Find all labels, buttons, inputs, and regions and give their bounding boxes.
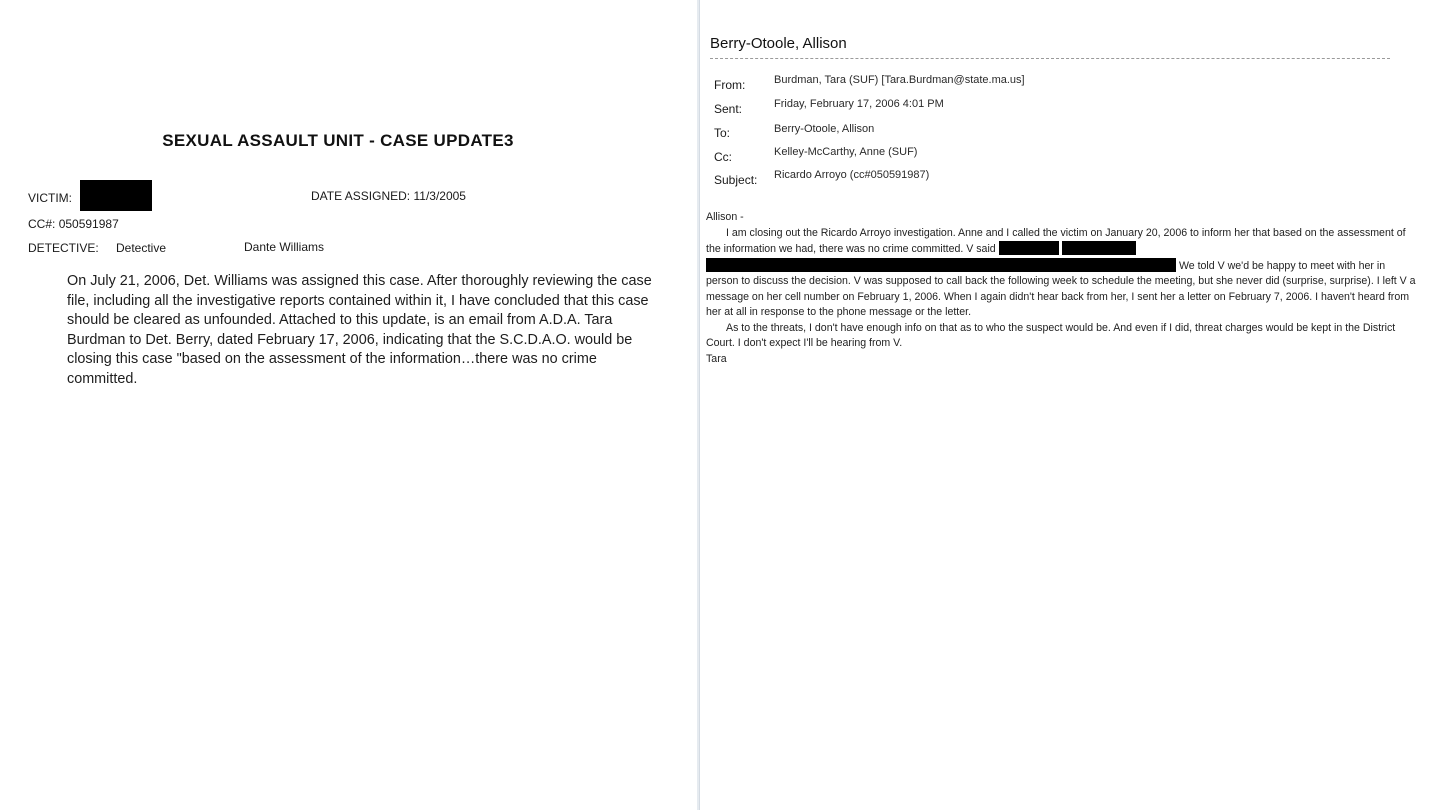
email-printout-page [699, 0, 1440, 810]
cc-header-label: Cc: [714, 150, 732, 164]
email-paragraph-1-part-2: We told V we'd be happy to meet with her in person to discuss the decision. V was supposed to call back the following week to schedule the meeting, but she never did (surprise, surprise). I left V a message on her cell number on February 1, 2006. When I again didn't hear back from her, I sent her a letter on February 7, 2006. I haven't heard from her at all in response to the phone message or the letter. [706, 259, 1416, 318]
sent-value: Friday, February 17, 2006 4:01 PM [774, 98, 944, 110]
email-signature: Tara [706, 352, 727, 365]
cc-header-value: Kelley-McCarthy, Anne (SUF) [774, 146, 918, 158]
cc-number [28, 217, 119, 231]
detective-title: Detective [116, 241, 167, 255]
email-redaction-1 [999, 241, 1059, 255]
detective-label: DETECTIVE: [28, 241, 99, 255]
from-label: From: [714, 78, 746, 92]
email-body [706, 210, 1416, 367]
sent-label: Sent: [714, 102, 743, 116]
from-value: Burdman, Tara (SUF) [Tara.Burdman@state.ma.us] [774, 74, 1025, 86]
date-assigned-value: 11/3/2005 [413, 189, 466, 203]
detective-name: Dante Williams [244, 240, 325, 254]
email-salutation: Allison - [706, 211, 744, 223]
case-update-page [0, 0, 697, 810]
case-narrative: On July 21, 2006, Det. Williams was assigned this case. After thoroughly reviewing the case file, including all the investigative reports contained within it, I have concluded that this case should be cleared as unfounded. Attached to this update, is an email from A.D.A. Tara Burdman to Det. Berry, dated February 17, 2006, indicating that the S.C.D.A.O. would be closing this case "based on the assessment of the information…there was no crime committed. [67, 273, 652, 387]
email-redaction-2 [1062, 241, 1136, 255]
to-label: To: [714, 126, 731, 140]
email-owner-name: Berry-Otoole, Allison [710, 35, 847, 52]
victim-redaction [80, 180, 152, 211]
date-assigned-label: DATE ASSIGNED: [311, 189, 411, 203]
header-rule [710, 58, 1390, 59]
victim-label: VICTIM: [28, 191, 72, 205]
email-paragraph-2: As to the threats, I don't have enough info on that as to who the suspect would be. And even if I did, threat charges would be kept in the District Court. I don't expect I'll be hearing from V. [706, 321, 1396, 349]
email-redaction-3 [706, 258, 1176, 272]
cc-value: 050591987 [58, 217, 119, 231]
case-update-title: SEXUAL ASSAULT UNIT - CASE UPDATE3 [162, 131, 514, 150]
date-assigned [311, 189, 466, 203]
email-paragraph-1 [706, 226, 1416, 321]
subject-label: Subject: [714, 173, 758, 187]
to-value: Berry-Otoole, Allison [774, 123, 875, 135]
subject-value: Ricardo Arroyo (cc#050591987) [774, 169, 930, 181]
email-paragraph-1-part-1: I am closing out the Ricardo Arroyo investigation. Anne and I called the victim on January 20, 2006 to inform her that based on the assessment of the information we had, there was no crime committed. V said [706, 226, 1406, 255]
cc-label: CC#: [28, 217, 56, 231]
